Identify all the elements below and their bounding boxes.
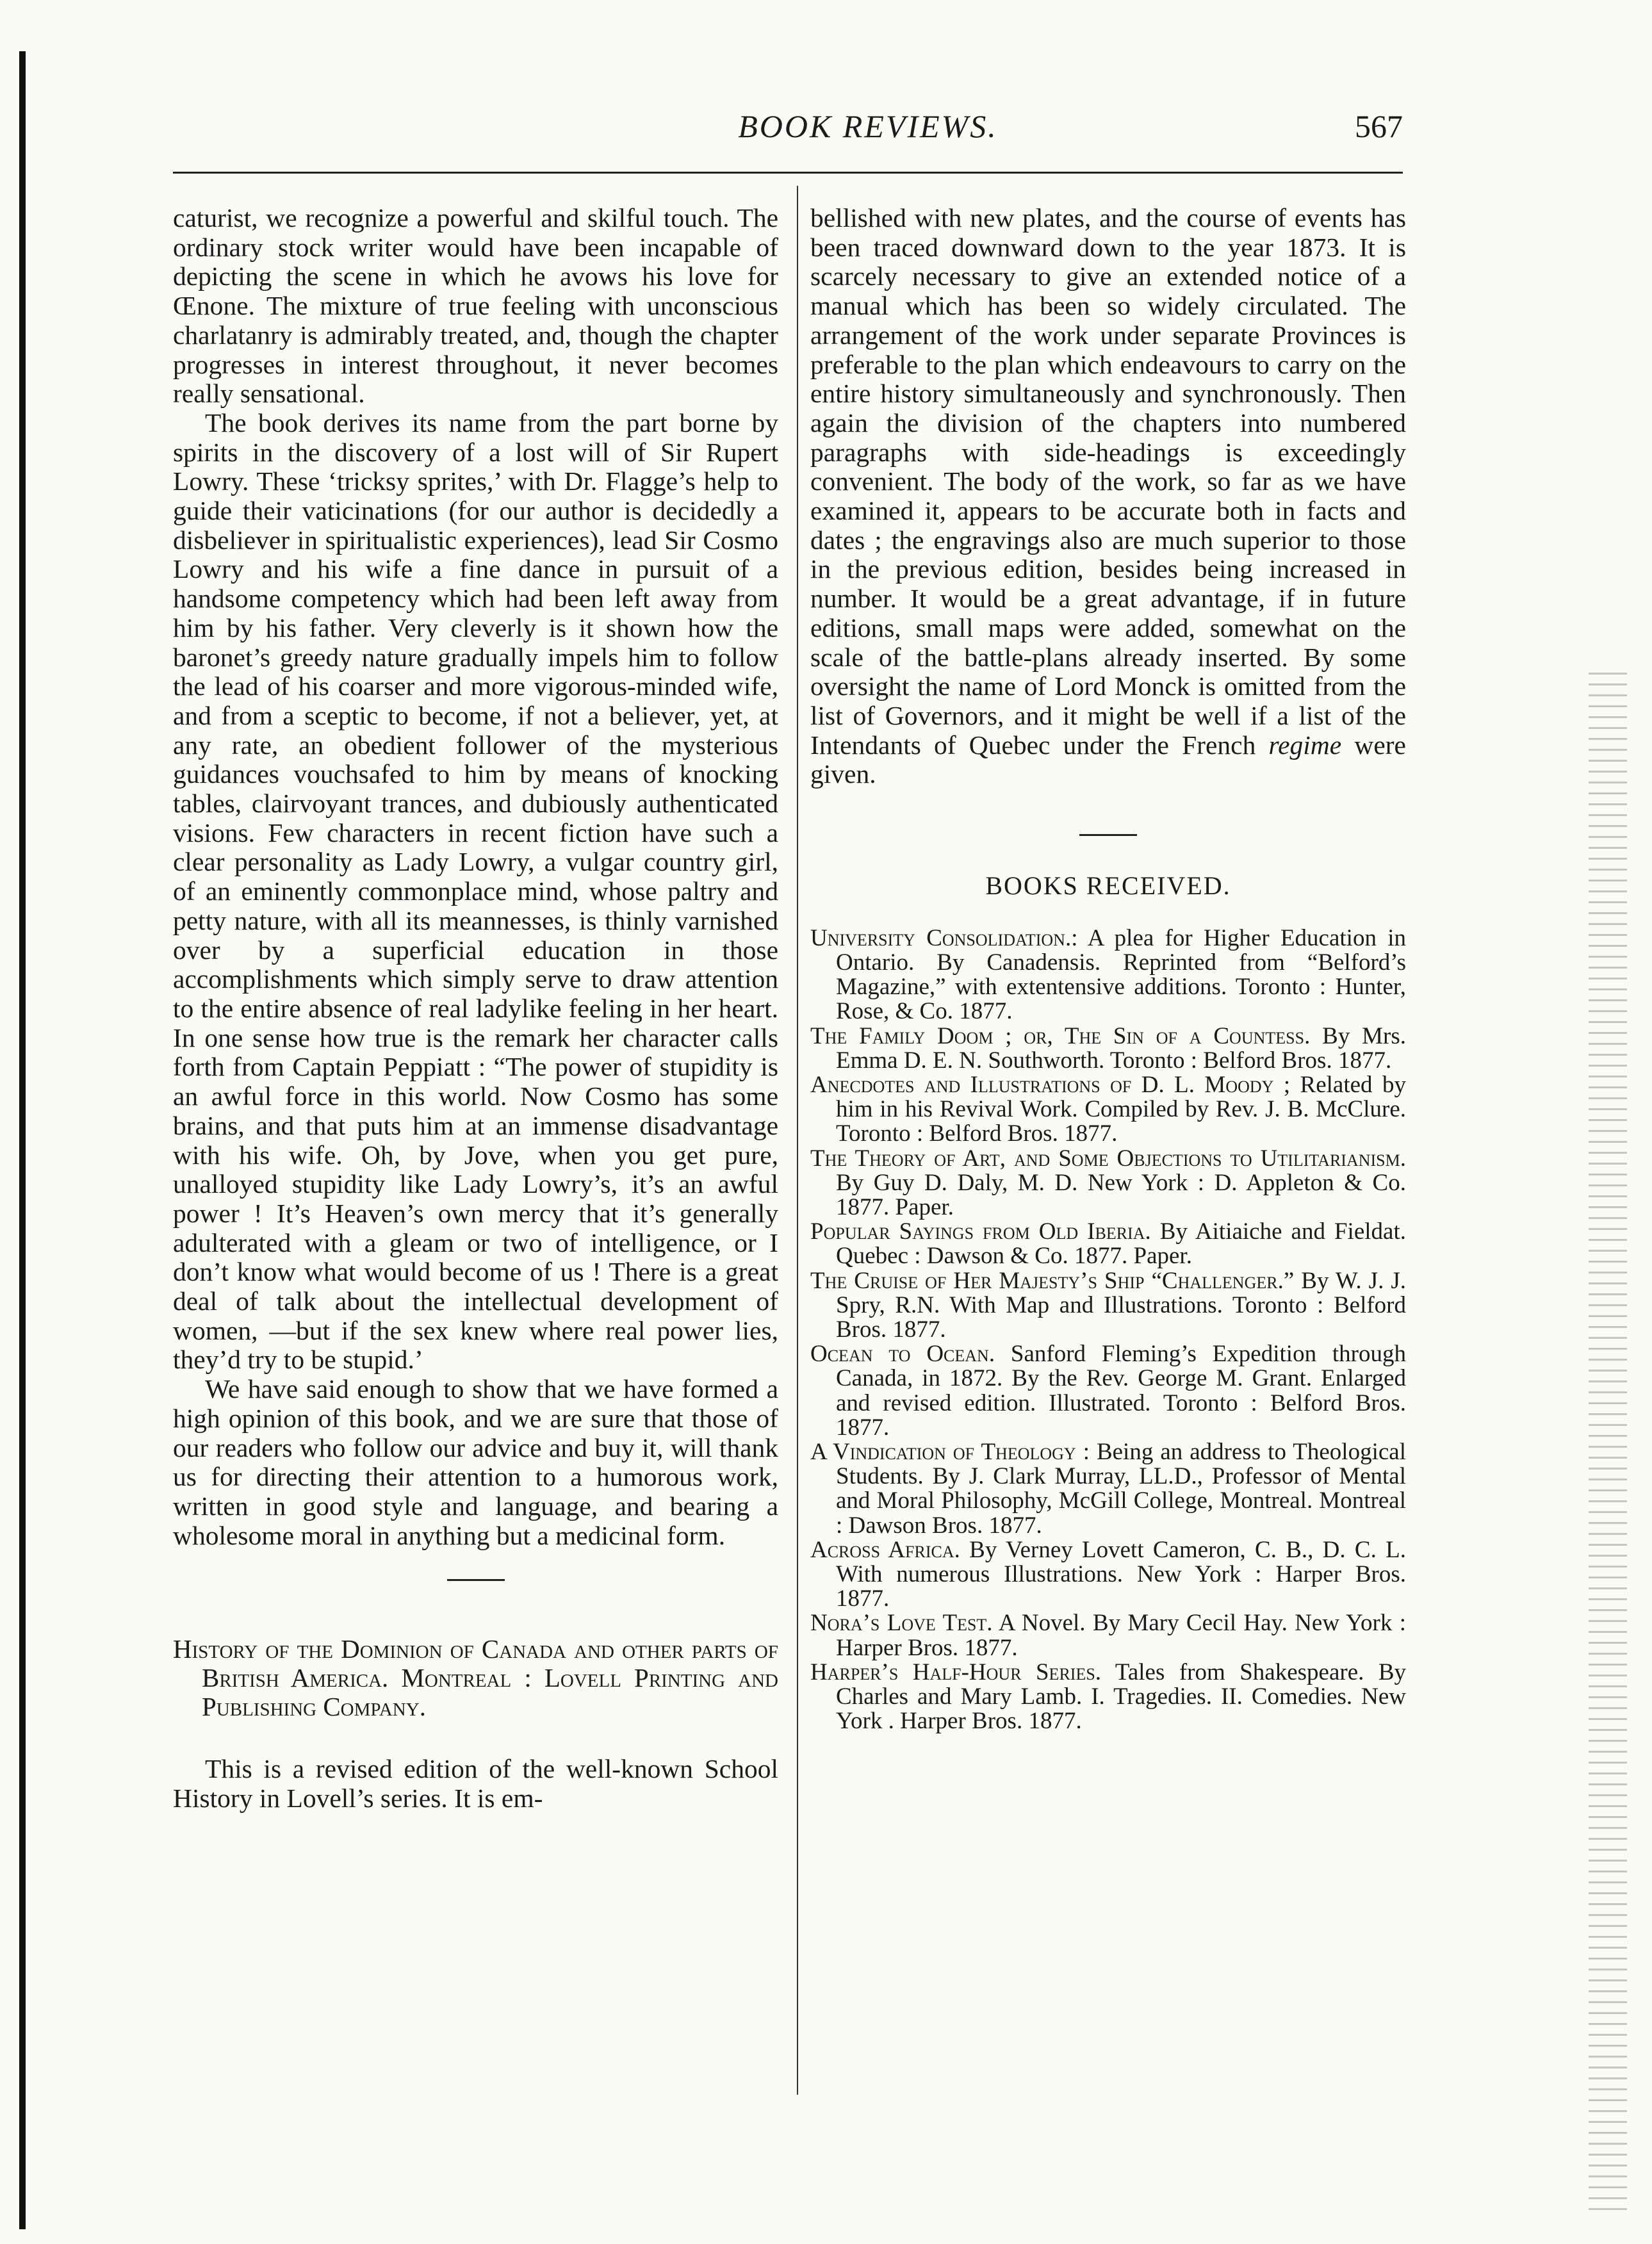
list-item: [810, 1538, 1406, 1612]
book-title: Popular Sayings from Old Iberia.: [810, 1218, 1151, 1245]
review-paragraph: caturist, we recognize a powerful and skilful touch. The ordinary stock writer would have been incapable of depicting the scene in which he avows his love for Œnone. The mixture of true feeling with unconscious charlatanry is admirably treated, and, though the chapter progresses in interest throughout, it never becomes really sensational.: [173, 203, 778, 409]
review-paragraph: [810, 204, 1406, 789]
list-item: [810, 1342, 1406, 1440]
scan-noise-strip: [1589, 673, 1627, 2210]
book-details: Being an address to Theological Students. By J. Clark Murray, LL.D., Professor of Mental and Moral Philosophy, McGill College, Montreal. Montreal : Dawson Bros. 1877.: [836, 1439, 1406, 1539]
book-details: A Novel. By Mary Cecil Hay. New York : Harper Bros. 1877.: [836, 1610, 1407, 1661]
book-title: The Family Doom ; or, The Sin of a Countess.: [810, 1022, 1311, 1049]
book-details: A plea for Higher Education in Ontario. By Canadensis. Reprinted from “Belford’s Magazine,” with extentensive additions. Toronto : Hunter, Rose, & Co. 1877.: [836, 924, 1407, 1025]
book-title: Ocean to Ocean.: [810, 1341, 995, 1368]
book-title: Nora’s Love Test.: [810, 1610, 993, 1637]
book-details: By Verney Lovett Cameron, C. B., D. C. L. With numerous Illustrations. New York : Harper Bros. 1877.: [836, 1536, 1406, 1612]
book-title: Harper’s Half-Hour Series.: [810, 1658, 1102, 1685]
review-paragraph: We have said enough to show that we have formed a high opinion of this book, and we are sure that those of our readers who follow our advice and buy it, will thank us for directing their attention to a humorous work, written in good style and language, and bearing a wholesome moral in anything but a medicinal form.: [173, 1374, 778, 1550]
book-details: Tales from Shakespeare. By Charles and Mary Lamb. I. Tragedies. II. Comedies. New York . Harper Bros. 1877.: [836, 1658, 1406, 1735]
list-item: [810, 1611, 1406, 1660]
book-details: By Mrs. Emma D. E. N. Southworth. Toronto : Belford Bros. 1877.: [836, 1022, 1406, 1074]
list-item: [810, 1660, 1406, 1734]
list-item: [810, 1440, 1406, 1538]
list-item: [810, 926, 1406, 1024]
book-details: By Guy D. Daly, M. D. New York : D. Appleton & Co. 1877. Paper.: [836, 1169, 1406, 1220]
page-header: [173, 108, 1403, 165]
books-received-list: [810, 926, 1406, 1734]
list-item: [810, 1220, 1406, 1268]
book-details: By Aitiaiche and Fieldat. Quebec : Dawson & Co. 1877. Paper.: [836, 1218, 1406, 1270]
book-title: University Consolidation.:: [810, 924, 1078, 951]
list-item: [810, 1269, 1406, 1343]
books-received-heading: BOOKS RECEIVED.: [985, 871, 1231, 901]
running-title: BOOK REVIEWS.: [738, 108, 998, 144]
scan-binding-edge: [19, 51, 26, 2229]
book-title: Across Africa.: [810, 1536, 960, 1563]
right-column: [810, 204, 1406, 1733]
book-title: A Vindication of Theology :: [810, 1439, 1090, 1466]
book-title: Anecdotes and Illustrations of D. L. Moody ;: [810, 1071, 1291, 1098]
review-paragraph: The book derives its name from the part borne by spirits in the discovery of a lost will of Sir Rupert Lowry. These ‘tricksy sprites,’ with Dr. Flagge’s help to guide their vaticinations (for our author is decidedly a disbeliever in spiritualistic experiences), lead Sir Cosmo Lowry and his wife a fine dance in pursuit of a handsome competency which had been left away from him by his father. Very cleverly is it shown how the baronet’s greedy nature gradually impels him to follow the lead of his coarser and more vigorous-minded wife, and from a sceptic to become, if not a believer, yet, at any rate, an obedient follower of the mysterious guidances vouchsafed to him by means of knocking tables, clairvoyant trances, and dubiously authenticated visions. Few characters in recent fiction have such a clear personality as Lady Lowry, a vulgar country girl, of an eminently commonplace mind, whose paltry and petty nature, with all its meannesses, is thinly varnished over by a superficial education in those accomplishments which simply serve to draw attention to the entire absence of real ladylike feeling in her heart. In one sense how true is the remark her character calls forth from Captain Peppiatt : “The power of stupidity is an awful force in this world. Now Cosmo has some brains, and that puts him at an immense disadvantage with his wife. Oh, by Jove, when you get pure, unalloyed stupidity like Lady Lowry’s, it’s an awful power ! It’s Heaven’s own mercy that it’s generally adulterated with a gleam or two of intelligence, or I don’t know what would become of us ! There is a great deal of talk about the intellectual development of women, —but if the sex knew where real power lies, they’d try to be stupid.’: [173, 407, 778, 1375]
book-details: Related by him in his Revival Work. Compiled by Rev. J. B. McClure. Toronto : Belford Bros. 1877.: [836, 1071, 1406, 1147]
book-title: The Cruise of Her Majesty’s Ship “Challenger.”: [810, 1267, 1295, 1294]
header-rule: [173, 172, 1403, 174]
review-text-end: were given.: [810, 730, 1406, 789]
left-column: [173, 204, 778, 1814]
page-number: 567: [1355, 108, 1403, 144]
list-item: [810, 1147, 1406, 1220]
list-item: [810, 1073, 1406, 1147]
book-details: Sanford Fleming’s Expedition through Canada, in 1872. By the Rev. George M. Grant. Enlarged and revised edition. Illustrated. Toronto : Belford Bros. 1877.: [836, 1341, 1406, 1441]
book-details: By W. J. J. Spry, R.N. With Map and Illustrations. Toronto : Belford Bros. 1877.: [836, 1267, 1406, 1343]
list-item: [810, 1024, 1406, 1073]
column-divider: [797, 186, 798, 2095]
review-paragraph: This is a revised edition of the well-known School History in Lovell’s series. It is em-: [173, 1754, 778, 1814]
italic-term: regime: [1268, 730, 1342, 760]
review-text: bellished with new plates, and the course of events has been traced downward down to the year 1873. It is scarcely necessary to give an extended notice of a manual which has been so widely circulated. The arrangement of the work under separate Provinces is preferable to the plan which endeavours to carry on the entire history simultaneously and synchronously. Then again the division of the chapters into numbered paragraphs with side-headings is exceedingly convenient. The body of the work, so far as we have examined it, appears to be accurate both in facts and dates ; the engravings also are much superior to those in the previous edition, besides being increased in number. It would be a great advantage, if in future editions, small maps were added, somewhat on the scale of the battle-plans already inserted. By some oversight the name of Lord Monck is omitted from the list of Governors, and it might be well if a list of the Intendants of Quebec under the French: [810, 203, 1406, 760]
book-title: The Theory of Art, and Some Objections to Utilitarianism.: [810, 1145, 1406, 1172]
history-book-entry: History of the Dominion of Canada and other parts of British America. Montreal : Lovell Printing and Publishing Company.: [173, 1634, 778, 1722]
